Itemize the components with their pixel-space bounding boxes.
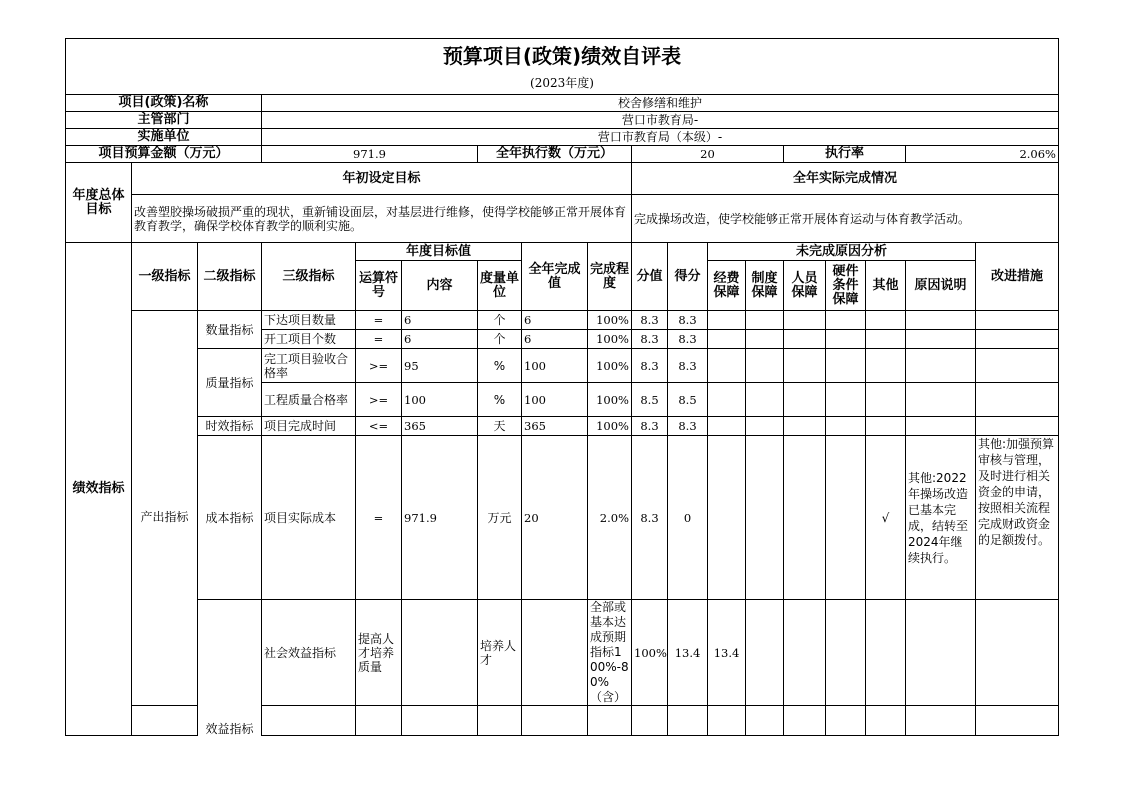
indicator-unit: % xyxy=(478,349,522,383)
indicator-completion: 100% xyxy=(588,349,632,383)
budget-value: 971.9 xyxy=(262,146,478,163)
indicator-score: 8.5 xyxy=(668,383,708,417)
indicator-weight: 8.3 xyxy=(632,311,668,330)
table-row xyxy=(66,349,1059,383)
indicator-completion: 100% xyxy=(632,600,668,706)
dept-label: 主管部门 xyxy=(66,112,262,129)
indicator-actual: 365 xyxy=(522,417,588,436)
indicator-completion: 100% xyxy=(588,311,632,330)
perf-indicators-label: 绩效指标 xyxy=(66,243,132,736)
indicator-content: 6 xyxy=(402,330,478,349)
exec-value: 20 xyxy=(632,146,784,163)
indicator-weight: 13.4 xyxy=(668,600,708,706)
group-social: 社会效益指标 xyxy=(262,600,356,706)
system-header: 制度保障 xyxy=(746,261,784,311)
indicator-name: 下达项目数量 xyxy=(262,311,356,330)
indicator-completion: 100% xyxy=(588,383,632,417)
table-row xyxy=(66,417,1059,436)
indicator-op: = xyxy=(356,436,402,600)
unit-value: 营口市教育局（本级）- xyxy=(262,129,1059,146)
level2-header: 二级指标 xyxy=(198,243,262,311)
indicator-name: 项目实际成本 xyxy=(262,436,356,600)
indicator-completion: 2.0% xyxy=(588,436,632,600)
level1-header: 一级指标 xyxy=(132,243,198,311)
reason-desc: 其他:2022年操场改造已基本完成，结转至2024年继续执行。 xyxy=(906,436,976,600)
table-row xyxy=(66,311,1059,330)
indicator-weight: 8.3 xyxy=(632,349,668,383)
rate-value: 2.06% xyxy=(906,146,1059,163)
indicator-weight: 8.3 xyxy=(632,436,668,600)
indicator-actual: 100 xyxy=(522,349,588,383)
indicator-name: 工程质量合格率 xyxy=(262,383,356,417)
staff-header: 人员保障 xyxy=(784,261,826,311)
indicator-unit: 个 xyxy=(478,330,522,349)
target-group-header: 年度目标值 xyxy=(356,243,522,261)
indicator-content: 6 xyxy=(402,311,478,330)
indicator-actual: 6 xyxy=(522,330,588,349)
improve-header: 改进措施 xyxy=(976,243,1059,311)
weight-header: 分值 xyxy=(632,243,668,311)
indicator-name: 完工项目验收合格率 xyxy=(262,349,356,383)
hardware-header: 硬件条件保障 xyxy=(826,261,866,311)
indicator-unit: 个 xyxy=(478,311,522,330)
indicator-unit: 万元 xyxy=(478,436,522,600)
project-name-value: 校舍修缮和维护 xyxy=(262,95,1059,112)
indicator-score: 8.3 xyxy=(668,311,708,330)
group-timeliness: 时效指标 xyxy=(198,417,262,436)
level1-blank xyxy=(132,311,198,330)
exec-label: 全年执行数（万元） xyxy=(478,146,632,163)
evaluation-table xyxy=(65,38,1059,736)
group-quantity: 数量指标 xyxy=(198,311,262,349)
evaluation-sheet xyxy=(65,38,1058,736)
actual-completion-header: 全年实际完成情况 xyxy=(632,163,1059,195)
indicator-weight: 8.3 xyxy=(632,417,668,436)
indicator-completion: 100% xyxy=(588,417,632,436)
indicator-score: 8.3 xyxy=(668,349,708,383)
annual-goal-label: 年度总体目标 xyxy=(66,163,132,243)
indicator-op xyxy=(402,600,478,706)
indicator-unit: 天 xyxy=(478,417,522,436)
group-benefit xyxy=(198,600,262,736)
content-header: 内容 xyxy=(402,261,478,311)
indicator-actual: 100 xyxy=(522,383,588,417)
unit-label: 实施单位 xyxy=(66,129,262,146)
group-quality: 质量指标 xyxy=(198,349,262,417)
indicator-score: 8.3 xyxy=(668,417,708,436)
indicator-actual: 6 xyxy=(522,311,588,330)
other-check-mark: √ xyxy=(866,436,906,600)
actual-value-header: 全年完成值 xyxy=(522,243,588,311)
indicator-content: 95 xyxy=(402,349,478,383)
reason-desc-header: 原因说明 xyxy=(906,261,976,311)
indicator-score: 8.3 xyxy=(668,330,708,349)
indicator-op: <= xyxy=(356,417,402,436)
indicator-op: = xyxy=(356,311,402,330)
indicator-completion: 100% xyxy=(588,330,632,349)
indicator-unit: % xyxy=(478,383,522,417)
year-subtitle: (2023年度) xyxy=(66,73,1059,95)
unit-header: 度量单位 xyxy=(478,261,522,311)
indicator-name: 项目完成时间 xyxy=(262,417,356,436)
indicator-actual: 20 xyxy=(522,436,588,600)
funding-header: 经费保障 xyxy=(708,261,746,311)
actual-completion-text: 完成操场改造，使学校能够正常开展体育运动与体育教学活动。 xyxy=(632,195,1059,243)
score-header: 得分 xyxy=(668,243,708,311)
indicator-content: 365 xyxy=(402,417,478,436)
level3-header: 三级指标 xyxy=(262,243,356,311)
group-benefit-label: 效益指标 xyxy=(205,721,254,736)
improve-measures: 其他:加强预算审核与管理，及时进行相关资金的申请，按照相关流程完成财政资金的足额拨付。 xyxy=(976,436,1059,600)
table-row xyxy=(66,600,1059,706)
reasons-group-header: 未完成原因分析 xyxy=(708,243,976,261)
indicator-weight: 8.5 xyxy=(632,383,668,417)
indicator-content: 971.9 xyxy=(402,436,478,600)
table-row xyxy=(66,436,1059,600)
dept-value: 营口市教育局- xyxy=(262,112,1059,129)
page-title: 预算项目(政策)绩效自评表 xyxy=(66,39,1059,73)
completion-header: 完成程度 xyxy=(588,243,632,311)
group-output: 产出指标 xyxy=(132,330,198,706)
initial-goal-text: 改善塑胶操场破损严重的现状，重新铺设面层，对基层进行维修，使得学校能够正常开展体育教育教学，确保学校体育教学的顺利实施。 xyxy=(132,195,632,243)
indicator-op: >= xyxy=(356,349,402,383)
op-header: 运算符号 xyxy=(356,261,402,311)
indicator-score: 13.4 xyxy=(708,600,746,706)
indicator-unit xyxy=(522,600,588,706)
other-header: 其他 xyxy=(866,261,906,311)
indicator-name: 开工项目个数 xyxy=(262,330,356,349)
budget-label: 项目预算金额（万元） xyxy=(66,146,262,163)
indicator-actual: 全部或基本达成预期指标100%-80%（含） xyxy=(588,600,632,706)
indicator-op: >= xyxy=(356,383,402,417)
indicator-content: 100 xyxy=(402,383,478,417)
indicator-name: 提高人才培养质量 xyxy=(356,600,402,706)
project-name-label: 项目(政策)名称 xyxy=(66,95,262,112)
indicator-score: 0 xyxy=(668,436,708,600)
indicator-content: 培养人才 xyxy=(478,600,522,706)
initial-goal-header: 年初设定目标 xyxy=(132,163,632,195)
indicator-weight: 8.3 xyxy=(632,330,668,349)
indicator-op: = xyxy=(356,330,402,349)
rate-label: 执行率 xyxy=(784,146,906,163)
group-cost: 成本指标 xyxy=(198,436,262,600)
